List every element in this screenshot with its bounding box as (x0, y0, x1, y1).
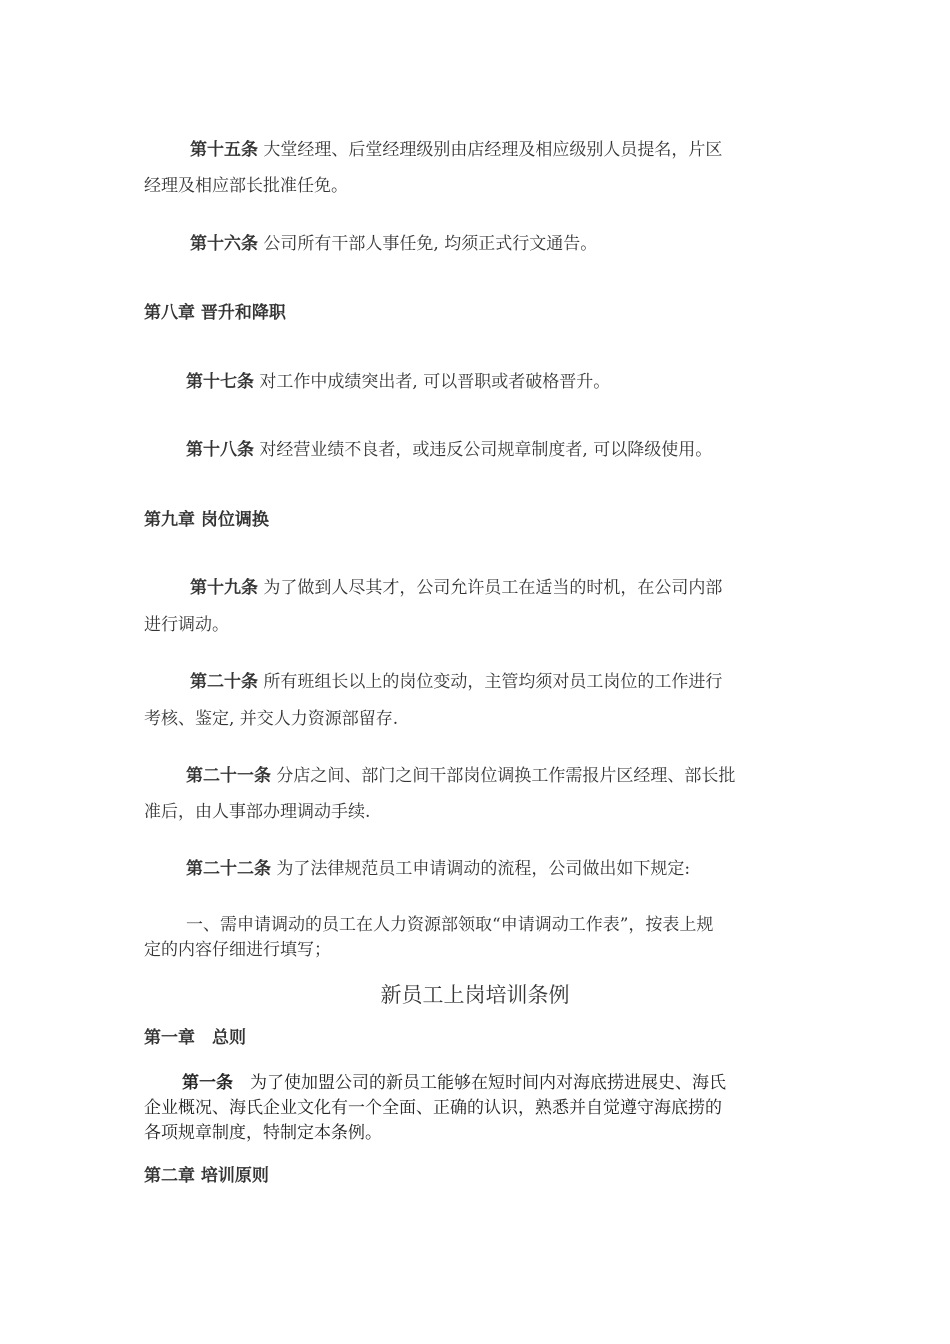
article-15-line1 (144, 138, 870, 162)
article-18-text: 对经营业绩不良者，或违反公司规章制度者, 可以降级使用。 (254, 440, 713, 460)
article-1-line3: 各项规章制度，特制定本条例。 (144, 1123, 382, 1143)
article-1-label: 第一条 (182, 1073, 233, 1093)
article-17-text: 对工作中成绩突出者, 可以晋职或者破格晋升。 (254, 372, 611, 392)
article-20-label: 第二十条 (190, 672, 258, 692)
article-16-label: 第十六条 (190, 234, 258, 254)
article-22-text: 为了法律规范员工申请调动的流程，公司做出如下规定: (271, 859, 691, 879)
article-22-label: 第二十二条 (186, 859, 271, 879)
article-22-line1 (144, 857, 866, 881)
article-16-text: 公司所有干部人事任免, 均须正式行文通告。 (258, 234, 598, 254)
article-15-text: 大堂经理、后堂经理级别由店经理及相应级别人员提名，片区 (258, 140, 723, 160)
article-20-text: 所有班组长以上的岗位变动，主管均须对员工岗位的工作进行 (258, 672, 723, 692)
article-19-line1 (144, 576, 870, 600)
article-20-line1 (144, 670, 870, 694)
article-21-line2: 准后，由人事部办理调动手续. (144, 802, 371, 822)
chapter-8-heading: 第八章 晋升和降职 (144, 303, 286, 323)
chapter-1-heading: 第一章 总则 (144, 1028, 246, 1048)
article-17-line1 (144, 370, 866, 394)
article-20-line2: 考核、鉴定, 并交人力资源部留存. (144, 709, 399, 729)
article-19-text: 为了做到人尽其才，公司允许员工在适当的时机，在公司内部 (258, 578, 723, 598)
article-15-line2: 经理及相应部长批准任免。 (144, 176, 348, 196)
item-1-line2: 定的内容仔细进行填写； (144, 940, 331, 960)
article-21-label: 第二十一条 (186, 766, 271, 786)
article-15-label: 第十五条 (190, 140, 258, 160)
article-17-label: 第十七条 (186, 372, 254, 392)
chapter-2-heading: 第二章 培训原则 (144, 1166, 269, 1186)
document-title: 新员工上岗培训条例 (380, 983, 570, 1007)
article-18-line1 (144, 438, 866, 462)
article-1-text: 为了使加盟公司的新员工能够在短时间内对海底捞进展史、海氏 (233, 1073, 726, 1093)
article-1-line2: 企业概况、海氏企业文化有一个全面、正确的认识，熟悉并自觉遵守海底捞的 (144, 1098, 722, 1118)
article-1-line1 (144, 1071, 862, 1095)
article-19-label: 第十九条 (190, 578, 258, 598)
article-18-label: 第十八条 (186, 440, 254, 460)
article-16-line1 (144, 232, 870, 256)
article-19-line2: 进行调动。 (144, 615, 229, 635)
article-21-text: 分店之间、部门之间干部岗位调换工作需报片区经理、部长批 (271, 766, 736, 786)
item-1-line1: 一、需申请调动的员工在人力资源部领取“申请调动工作表”，按表上规 (186, 915, 714, 935)
chapter-9-heading: 第九章 岗位调换 (144, 510, 269, 530)
article-21-line1 (144, 764, 866, 788)
